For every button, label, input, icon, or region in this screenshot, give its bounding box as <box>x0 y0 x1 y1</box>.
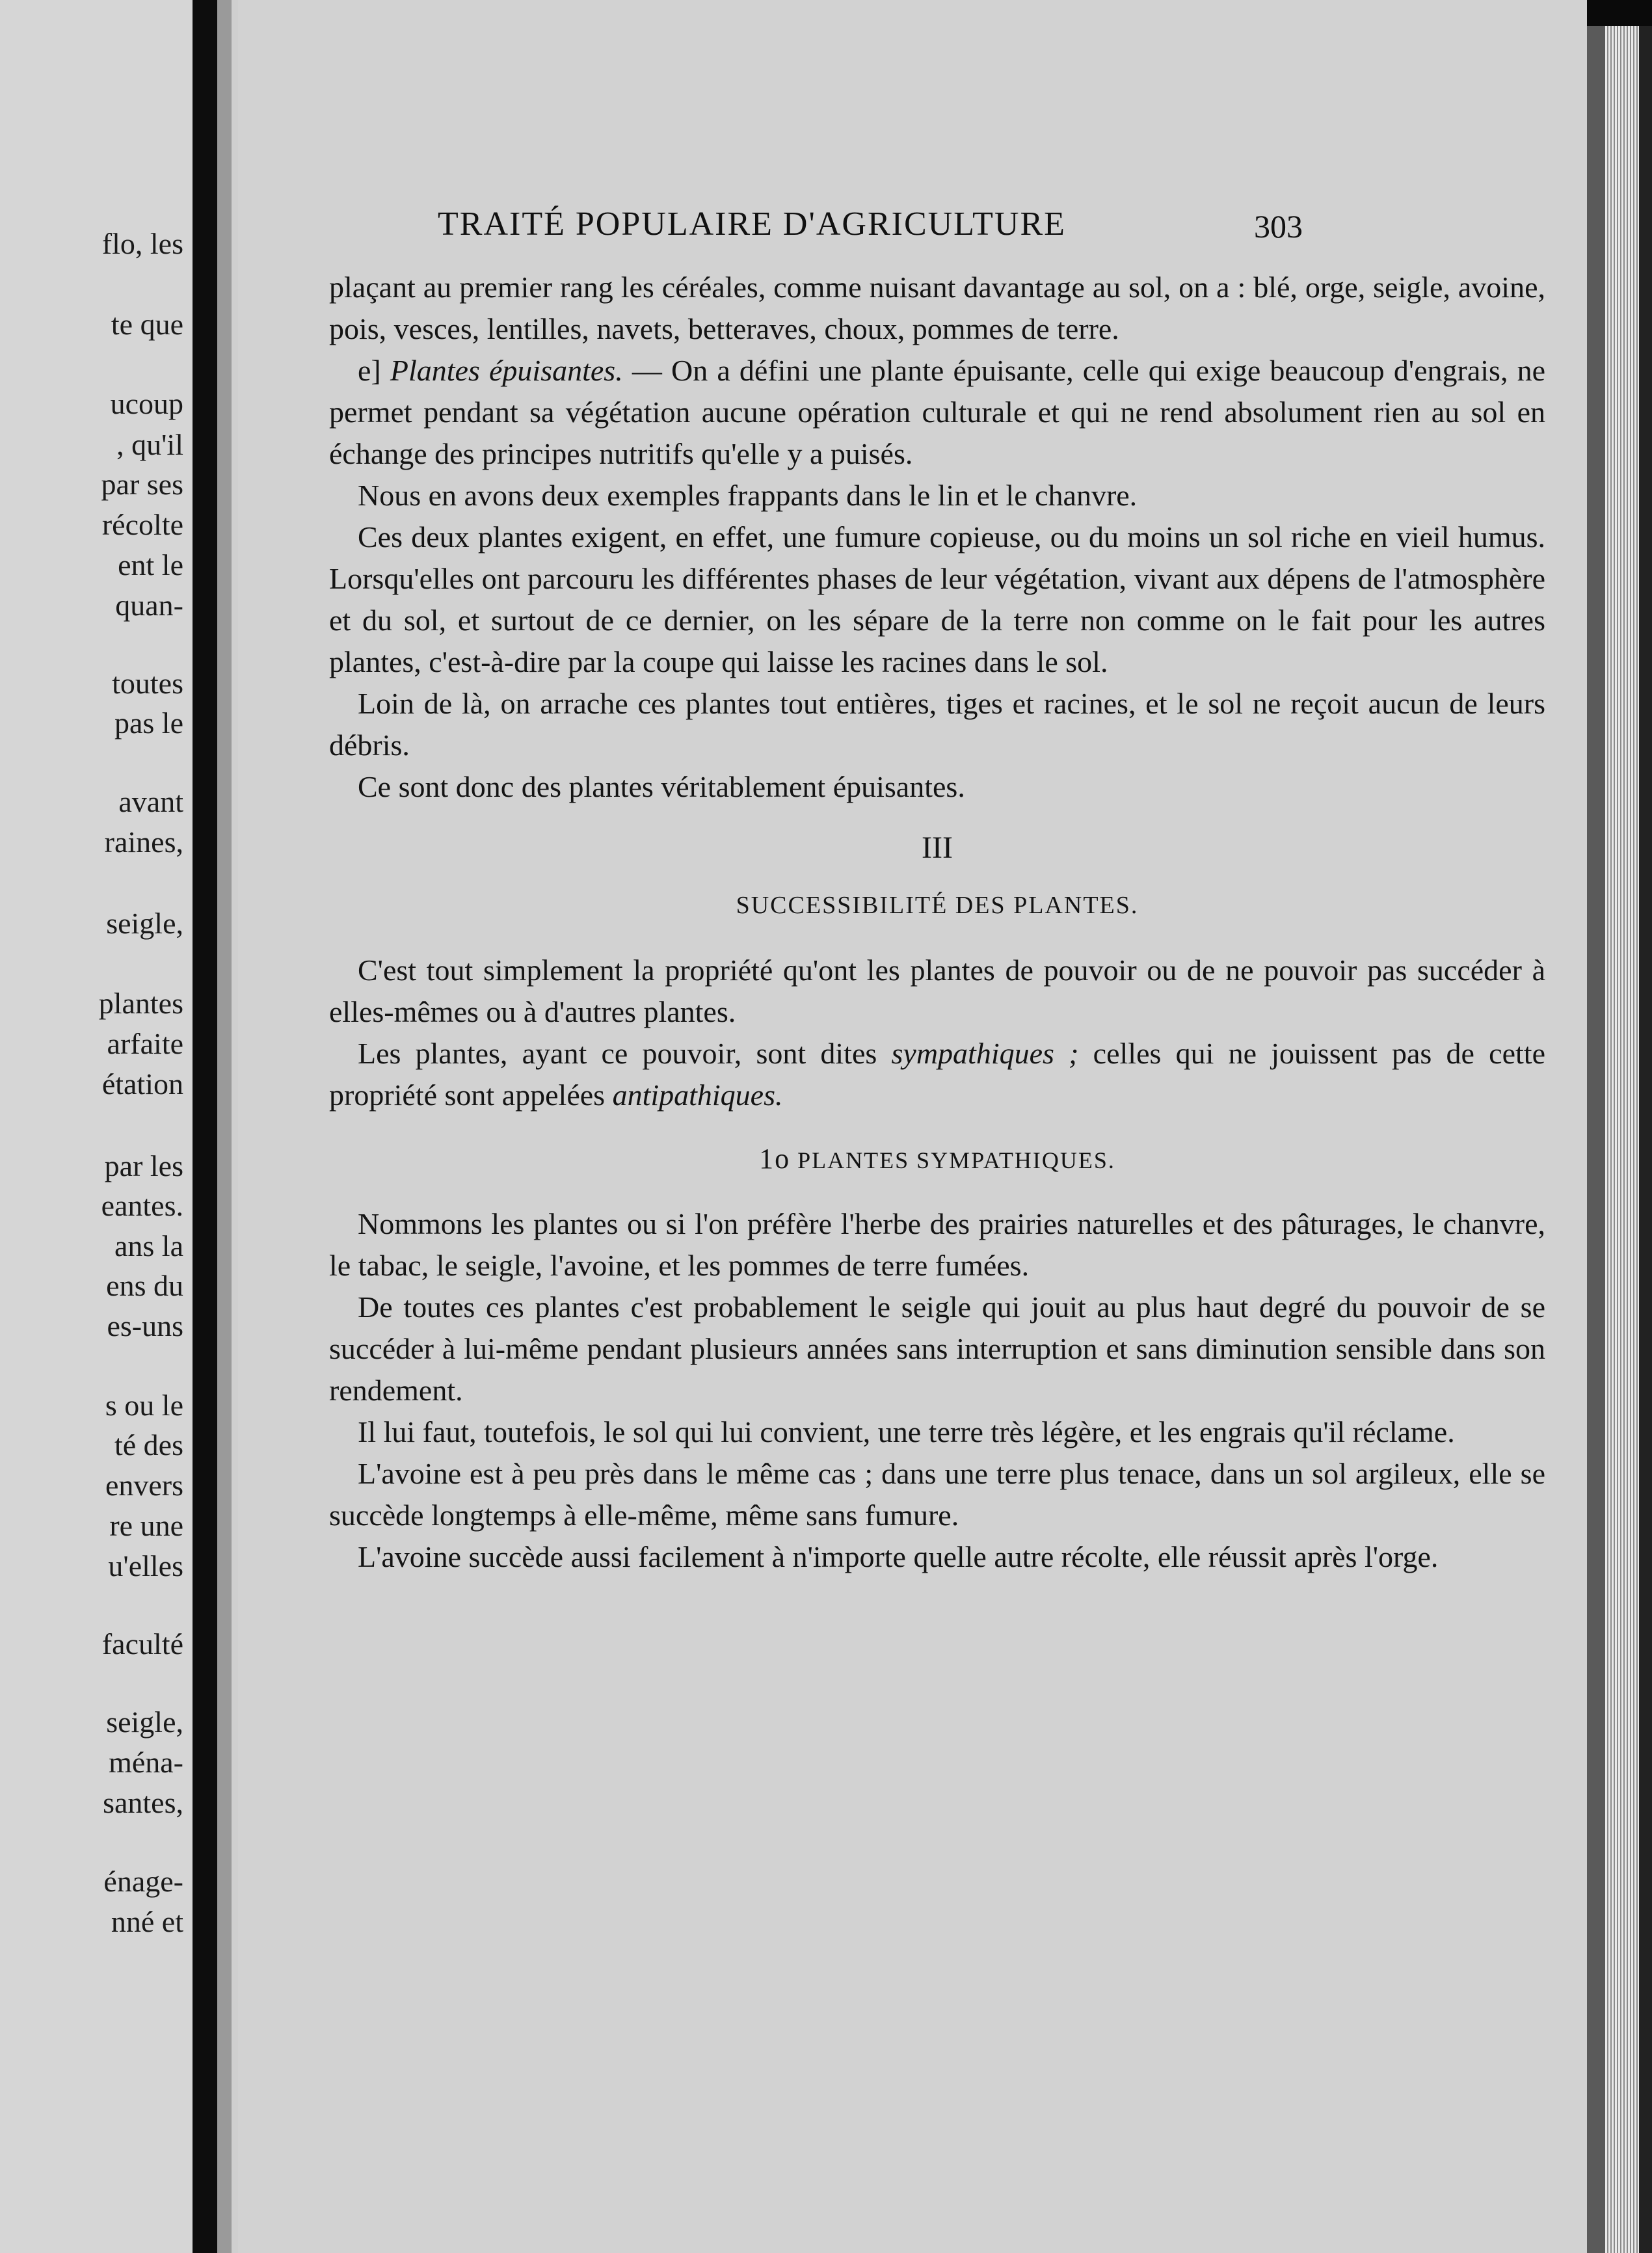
paragraph: Nommons les plantes ou si l'on préfère l'herbe des prairies naturelles et des pâturages, le chanvre, le tabac, le seigle, l'avoine, et les pommes de terre fumées. <box>329 1207 1545 1282</box>
left-page-line-fragment: flo, les <box>101 227 183 260</box>
paragraph: De toutes ces plantes c'est probablement le seigle qui jouit au plus haut degré du pouvoir de se succéder à lui-même pendant plusieurs années sans interruption et sans diminution sensible dans son rendement. <box>329 1290 1545 1407</box>
left-page-line-fragment: énage- <box>103 1865 183 1898</box>
left-page-line-fragment: santes, <box>103 1786 183 1819</box>
left-page-line-fragment: nné et <box>111 1905 183 1938</box>
section-title: SUCCESSIBILITÉ DES PLANTES. <box>736 892 1139 919</box>
left-page-line-fragment: faculté <box>101 1627 183 1660</box>
left-page-line-fragment: pas le <box>114 706 183 740</box>
left-page-line-fragment: té des <box>114 1428 183 1461</box>
left-page-line-fragment: es-uns <box>107 1309 183 1342</box>
subsection-title <box>329 1138 1545 1181</box>
paragraph: L'avoine est à peu près dans le même cas ; dans une terre plus tenace, dans un sol argileux, elle se succède longtemps à elle-même, même sans fumure. <box>329 1457 1545 1532</box>
list-marker: e] <box>358 354 390 387</box>
paragraph-text: celles qui ne jouissent pas de cette propriété sont appelées <box>329 1037 1545 1112</box>
left-page-line-fragment: u'elles <box>108 1549 183 1582</box>
paragraph: Ce sont donc des plantes véritablement épuisantes. <box>358 770 965 803</box>
left-page-line-fragment: , qu'il <box>116 428 183 461</box>
left-page-line-fragment: plantes <box>98 987 183 1020</box>
paragraph: C'est tout simplement la propriété qu'ont les plantes de pouvoir ou de ne pouvoir pas succéder à elles-mêmes ou à d'autres plantes. <box>329 953 1545 1028</box>
left-page-line-fragment: envers <box>105 1469 183 1502</box>
left-page-line-fragment: par les <box>104 1149 183 1182</box>
page-edge-shadow <box>1587 26 1605 2253</box>
page-stack-edges <box>1605 26 1639 2253</box>
left-page-line-fragment: ans la <box>114 1229 183 1262</box>
scan-border-right <box>1639 26 1652 2253</box>
left-page-line-fragment: toutes <box>112 667 183 700</box>
book-gutter-fold <box>217 0 232 2253</box>
left-page-line-fragment: ména- <box>109 1746 183 1779</box>
left-page-line-fragment: seigle, <box>106 1705 183 1739</box>
left-page-line-fragment: ucoup <box>110 387 183 420</box>
book-gutter-edge <box>232 0 238 2253</box>
left-facing-page <box>0 0 193 2253</box>
left-page-line-fragment: eantes. <box>101 1189 183 1222</box>
left-page-line-fragment: avant <box>118 785 183 818</box>
left-page-line-fragment: récolte <box>101 508 183 541</box>
term-antipathiques: antipathiques. <box>612 1078 783 1112</box>
paragraph-text: — On a défini une plante épuisante, celle qui exige beaucoup d'engrais, ne permet pendant sa végétation aucune opération culturale et qui ne rend absolument rien au sol en échange des principes nutritifs qu'elle y a puisés. <box>329 354 1545 470</box>
left-page-line-fragment: étation <box>101 1067 183 1100</box>
left-page-line-fragment: par ses <box>101 468 183 501</box>
paragraph: plaçant au premier rang les céréales, comme nuisant davantage au sol, on a : blé, orge, seigle, avoine, pois, vesces, lentilles, navets, betteraves, choux, pommes de terre. <box>329 271 1545 345</box>
section-number: III <box>922 831 953 865</box>
subsection-number: 1o <box>759 1143 791 1175</box>
left-page-line-fragment: s ou le <box>105 1389 183 1422</box>
subsection-label: PLANTES SYMPATHIQUES. <box>790 1147 1115 1173</box>
left-page-line-fragment: quan- <box>115 589 183 622</box>
paragraph: Nous en avons deux exemples frappants dans le lin et le chanvre. <box>358 479 1138 512</box>
left-page-line-fragment: arfaite <box>107 1027 183 1060</box>
page-number: 303 <box>1254 208 1303 245</box>
scan-border <box>1587 0 1652 26</box>
term-sympathiques: sympathiques ; <box>891 1037 1079 1070</box>
page-body <box>329 267 1545 1578</box>
paragraph: Ces deux plantes exigent, en effet, une fumure copieuse, ou du moins un sol riche en vieil humus. Lorsqu'elles ont parcouru les différentes phases de leur végétation, vivant aux dépens de l'atmosphère et du sol, et surtout de ce dernier, on les sépare de la terre non comme on le fait pour les autres plantes, c'est-à-dire par la coupe qui laisse les racines dans le sol. <box>329 520 1545 678</box>
page-303 <box>238 0 1600 2253</box>
left-page-line-fragment: ent le <box>118 548 183 581</box>
book-gutter-shadow <box>193 0 217 2253</box>
left-page-line-fragment: ens du <box>106 1269 183 1302</box>
page-header <box>238 205 1600 257</box>
paragraph: Il lui faut, toutefois, le sol qui lui convient, une terre très légère, et les engrais qu'il réclame. <box>358 1415 1455 1448</box>
left-page-line-fragment: raines, <box>104 825 183 859</box>
paragraph: L'avoine succède aussi facilement à n'importe quelle autre récolte, elle réussit après l'orge. <box>358 1540 1439 1573</box>
term-plantes-epuisantes: Plantes épuisantes. <box>390 354 623 387</box>
left-page-line-fragment: seigle, <box>106 907 183 940</box>
running-title: TRAITÉ POPULAIRE D'AGRICULTURE <box>438 206 1066 243</box>
paragraph-text: Les plantes, ayant ce pouvoir, sont dites <box>358 1037 892 1070</box>
paragraph-plantes-epuisantes <box>329 350 1545 475</box>
left-page-line-fragment: re une <box>109 1509 183 1542</box>
paragraph: Loin de là, on arrache ces plantes tout entières, tiges et racines, et le sol ne reçoit aucun de leurs débris. <box>329 687 1545 762</box>
paragraph-sympathiques <box>329 1033 1545 1116</box>
left-page-line-fragment: te que <box>111 308 183 341</box>
